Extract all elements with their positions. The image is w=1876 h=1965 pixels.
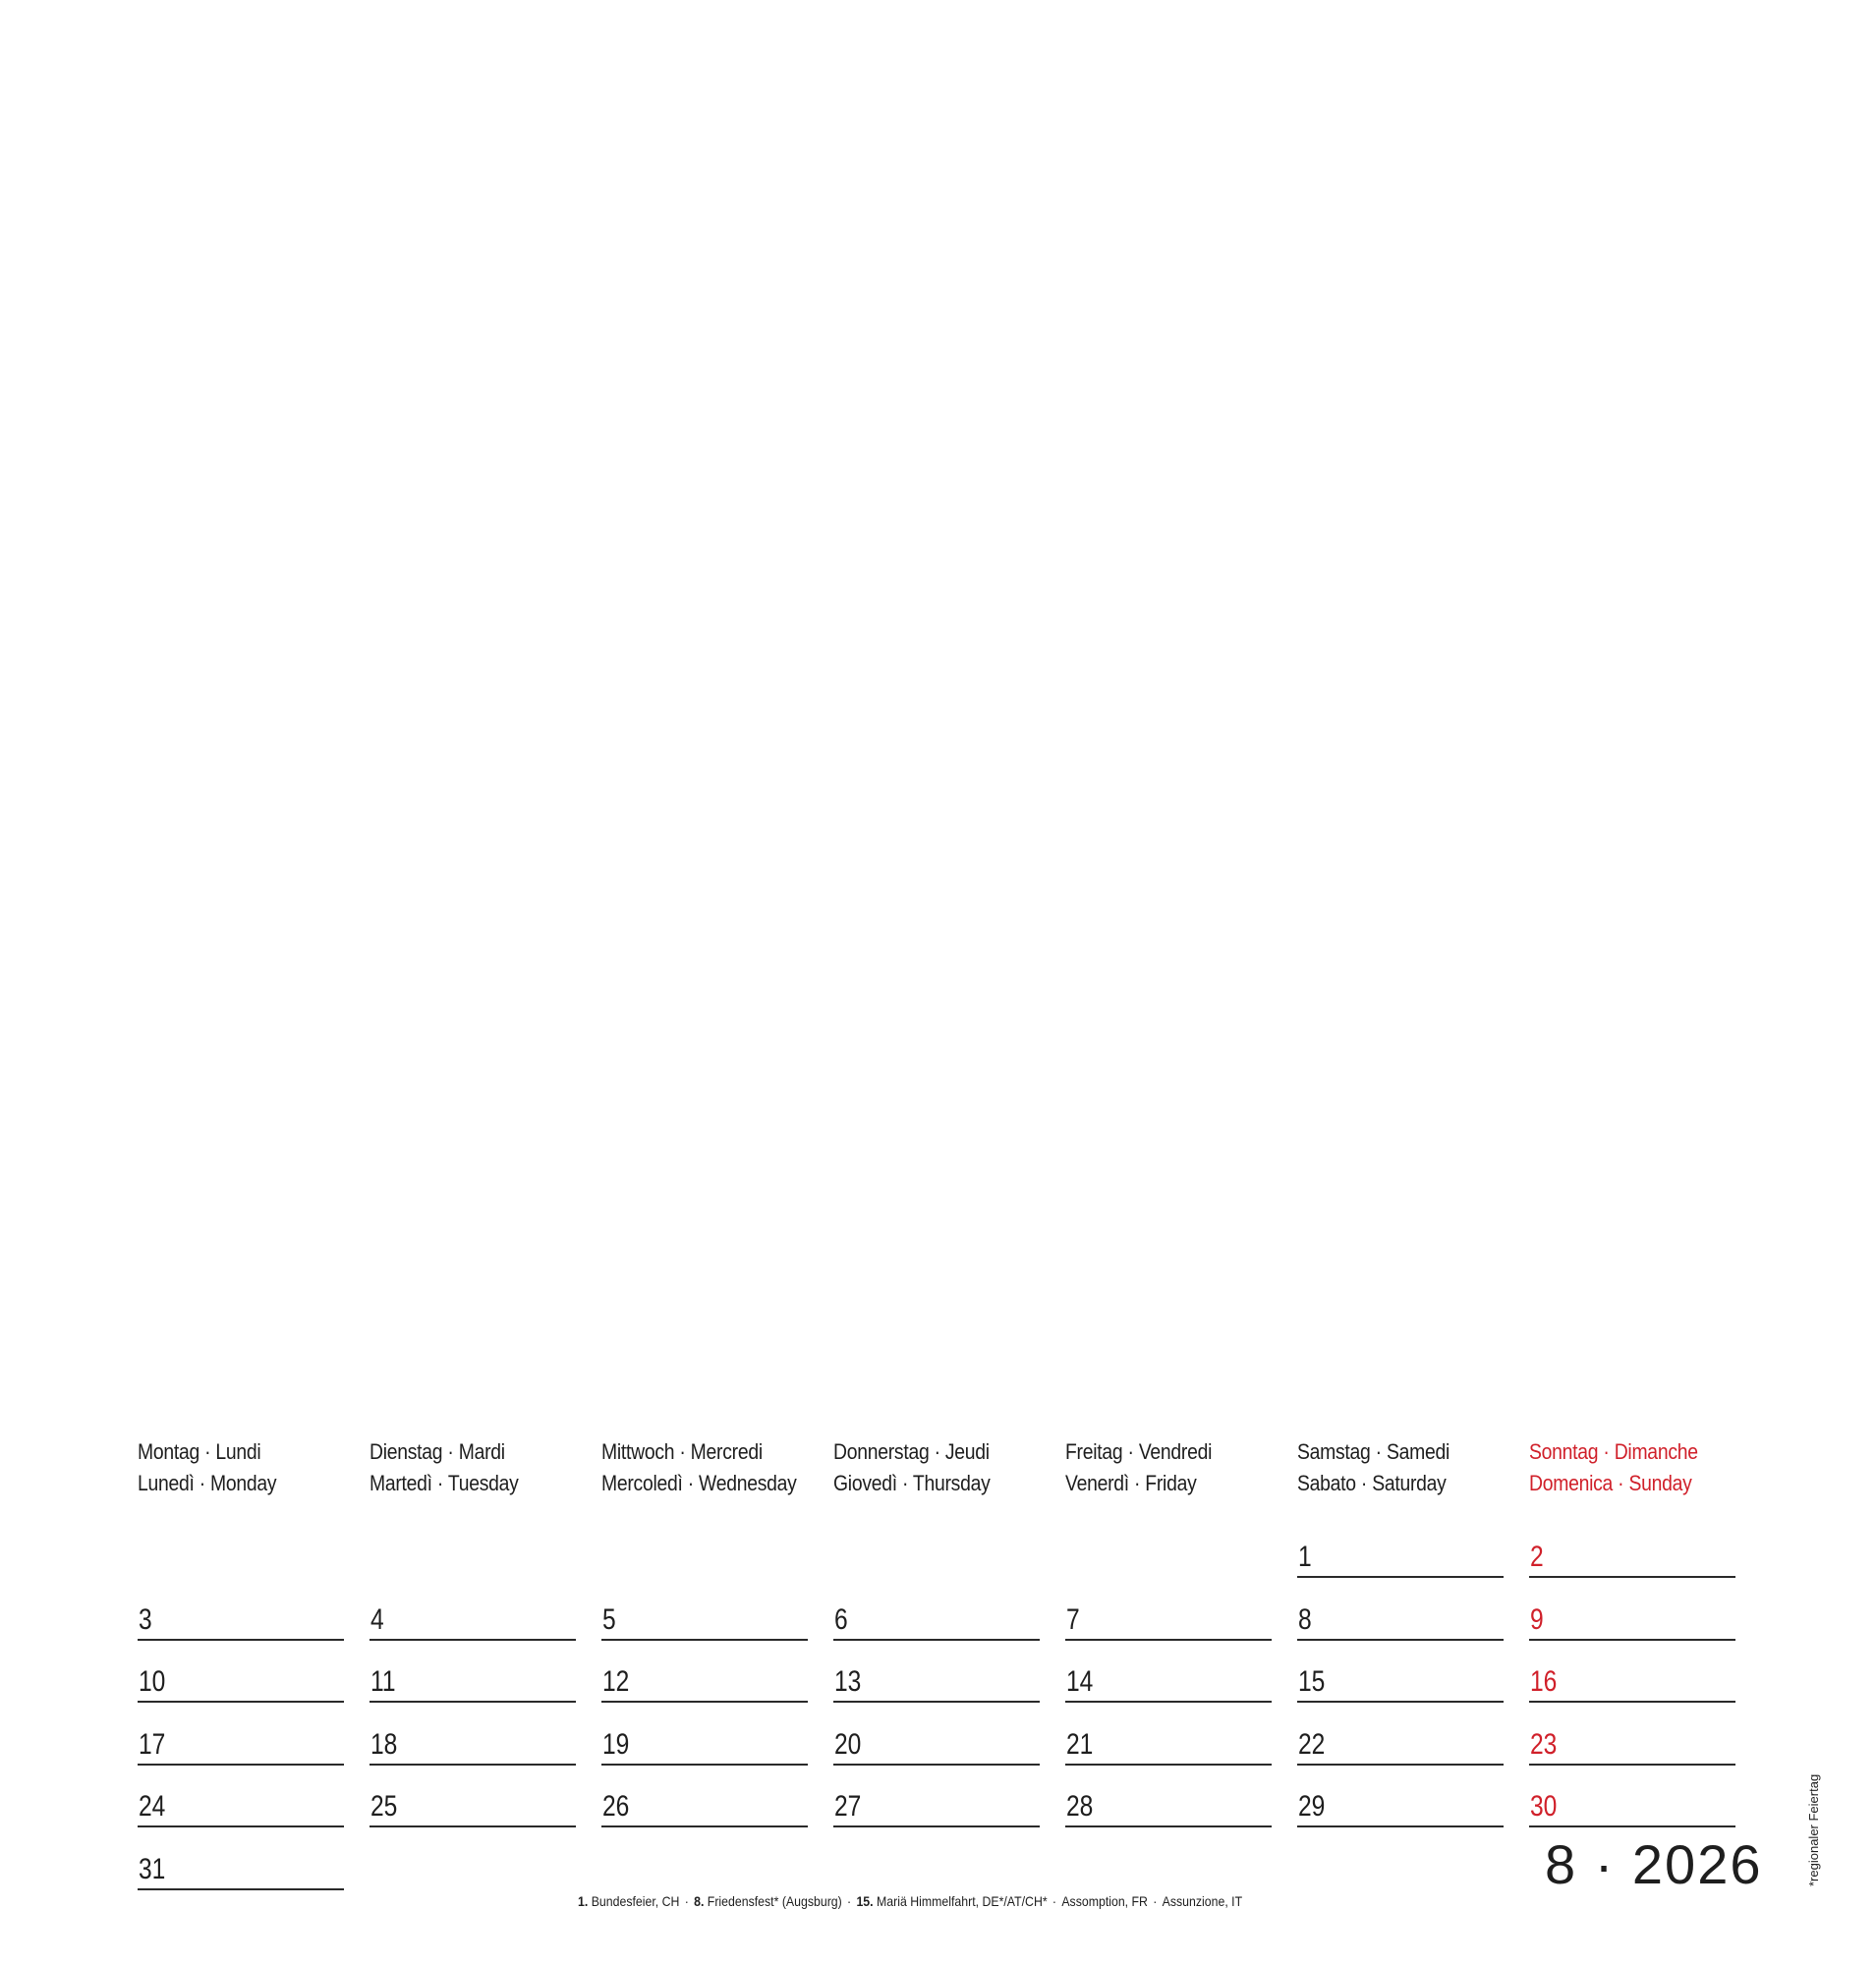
date-number: 6 bbox=[834, 1602, 848, 1636]
date-number: 23 bbox=[1530, 1727, 1558, 1761]
date-number: 16 bbox=[1530, 1665, 1558, 1698]
date-cell bbox=[370, 1659, 576, 1703]
date-number: 19 bbox=[602, 1727, 630, 1761]
date-number: 28 bbox=[1066, 1790, 1094, 1823]
date-cell bbox=[138, 1847, 344, 1890]
holiday-item bbox=[1061, 1893, 1148, 1909]
weekday-headers bbox=[138, 1436, 1749, 1507]
date-cell bbox=[1529, 1784, 1735, 1827]
date-cell bbox=[1297, 1659, 1504, 1703]
weekday-label: Giovedì · Thursday bbox=[833, 1471, 991, 1495]
weekday-label: Montag · Lundi bbox=[138, 1439, 261, 1464]
date-cell bbox=[1297, 1784, 1504, 1827]
holiday-separator: · bbox=[1052, 1893, 1057, 1909]
date-cell bbox=[138, 1659, 344, 1703]
date-number: 25 bbox=[370, 1790, 398, 1823]
date-number: 30 bbox=[1530, 1790, 1558, 1823]
date-cell bbox=[1297, 1598, 1504, 1641]
date-number: 17 bbox=[139, 1727, 166, 1761]
date-number: 7 bbox=[1066, 1602, 1080, 1636]
date-cell bbox=[1529, 1722, 1735, 1766]
holiday-text: Assomption, FR bbox=[1061, 1893, 1148, 1909]
date-cell bbox=[601, 1722, 808, 1766]
holiday-separator: · bbox=[847, 1893, 852, 1909]
weekday-label: Dienstag · Mardi bbox=[370, 1439, 505, 1464]
date-cell bbox=[1065, 1659, 1272, 1703]
date-cell bbox=[601, 1784, 808, 1827]
weekday-label: Freitag · Vendredi bbox=[1065, 1439, 1213, 1464]
weekday-header-wednesday bbox=[601, 1436, 797, 1499]
holiday-item bbox=[578, 1893, 679, 1909]
date-cell bbox=[1529, 1659, 1735, 1703]
date-number: 20 bbox=[834, 1727, 862, 1761]
weekday-header-tuesday bbox=[370, 1436, 565, 1499]
weekday-header-thursday bbox=[833, 1436, 1029, 1499]
date-cell bbox=[833, 1722, 1040, 1766]
weekday-label: Lunedì · Monday bbox=[138, 1471, 277, 1495]
date-number: 12 bbox=[602, 1665, 630, 1698]
date-cell bbox=[1529, 1598, 1735, 1641]
date-number: 8 bbox=[1298, 1602, 1312, 1636]
date-cell bbox=[833, 1598, 1040, 1641]
weekday-header-monday bbox=[138, 1436, 333, 1499]
date-cell bbox=[138, 1598, 344, 1641]
date-number: 3 bbox=[139, 1602, 152, 1636]
weekday-label: Domenica · Sunday bbox=[1529, 1471, 1692, 1495]
date-number: 24 bbox=[139, 1790, 166, 1823]
date-number: 11 bbox=[370, 1665, 396, 1698]
weekday-label: Mittwoch · Mercredi bbox=[601, 1439, 763, 1464]
date-number: 2 bbox=[1530, 1541, 1544, 1573]
holiday-separator: · bbox=[684, 1893, 689, 1909]
date-number: 27 bbox=[834, 1790, 862, 1823]
holiday-item bbox=[1163, 1893, 1242, 1909]
date-cell bbox=[138, 1722, 344, 1766]
weekday-header-sunday bbox=[1529, 1436, 1725, 1499]
date-number: 26 bbox=[602, 1790, 630, 1823]
date-number: 14 bbox=[1066, 1665, 1094, 1698]
weekday-header-friday bbox=[1065, 1436, 1261, 1499]
holiday-item bbox=[694, 1893, 842, 1909]
date-number: 4 bbox=[370, 1602, 384, 1636]
date-cell bbox=[1297, 1722, 1504, 1766]
date-cell bbox=[370, 1784, 576, 1827]
date-cell bbox=[1297, 1535, 1504, 1578]
holiday-text: Bundesfeier, CH bbox=[591, 1893, 680, 1909]
date-cell bbox=[601, 1598, 808, 1641]
date-cell bbox=[138, 1784, 344, 1827]
weekday-header-saturday bbox=[1297, 1436, 1493, 1499]
weekday-label: Mercoledì · Wednesday bbox=[601, 1471, 797, 1495]
weekday-label: Sabato · Saturday bbox=[1297, 1471, 1447, 1495]
date-number: 5 bbox=[602, 1602, 616, 1636]
date-cell bbox=[1065, 1784, 1272, 1827]
date-number: 1 bbox=[1298, 1541, 1312, 1573]
holiday-list bbox=[578, 1892, 1242, 1910]
date-number: 31 bbox=[139, 1852, 166, 1885]
date-number: 15 bbox=[1298, 1665, 1326, 1698]
holiday-text: Friedensfest* (Augsburg) bbox=[707, 1893, 842, 1909]
footnote: *regionaler Feiertag bbox=[1806, 1773, 1821, 1886]
date-cell bbox=[1065, 1598, 1272, 1641]
holiday-day: 15. bbox=[856, 1893, 874, 1909]
holiday-separator: · bbox=[1153, 1893, 1158, 1909]
month-year-label: 8 · 2026 bbox=[1545, 1833, 1763, 1895]
holiday-text: Mariä Himmelfahrt, DE*/AT/CH* bbox=[876, 1893, 1048, 1909]
date-cell bbox=[1065, 1722, 1272, 1766]
date-cell bbox=[1529, 1535, 1735, 1578]
holiday-item bbox=[856, 1893, 1047, 1909]
date-number: 9 bbox=[1530, 1602, 1544, 1636]
holiday-day: 1. bbox=[578, 1893, 589, 1909]
date-number: 13 bbox=[834, 1665, 862, 1698]
date-cell bbox=[833, 1659, 1040, 1703]
weekday-label: Venerdì · Friday bbox=[1065, 1471, 1197, 1495]
date-number: 10 bbox=[139, 1665, 166, 1698]
weekday-label: Martedì · Tuesday bbox=[370, 1471, 519, 1495]
date-number: 18 bbox=[370, 1727, 398, 1761]
date-number: 29 bbox=[1298, 1790, 1326, 1823]
weekday-label: Donnerstag · Jeudi bbox=[833, 1439, 990, 1464]
holiday-text: Assunzione, IT bbox=[1162, 1893, 1243, 1909]
weekday-label: Samstag · Samedi bbox=[1297, 1439, 1450, 1464]
date-cell bbox=[833, 1784, 1040, 1827]
date-number: 21 bbox=[1066, 1727, 1094, 1761]
date-number: 22 bbox=[1298, 1727, 1326, 1761]
date-cell bbox=[601, 1659, 808, 1703]
holiday-day: 8. bbox=[694, 1893, 705, 1909]
date-cell bbox=[370, 1598, 576, 1641]
weekday-label: Sonntag · Dimanche bbox=[1529, 1439, 1698, 1464]
date-cell bbox=[370, 1722, 576, 1766]
